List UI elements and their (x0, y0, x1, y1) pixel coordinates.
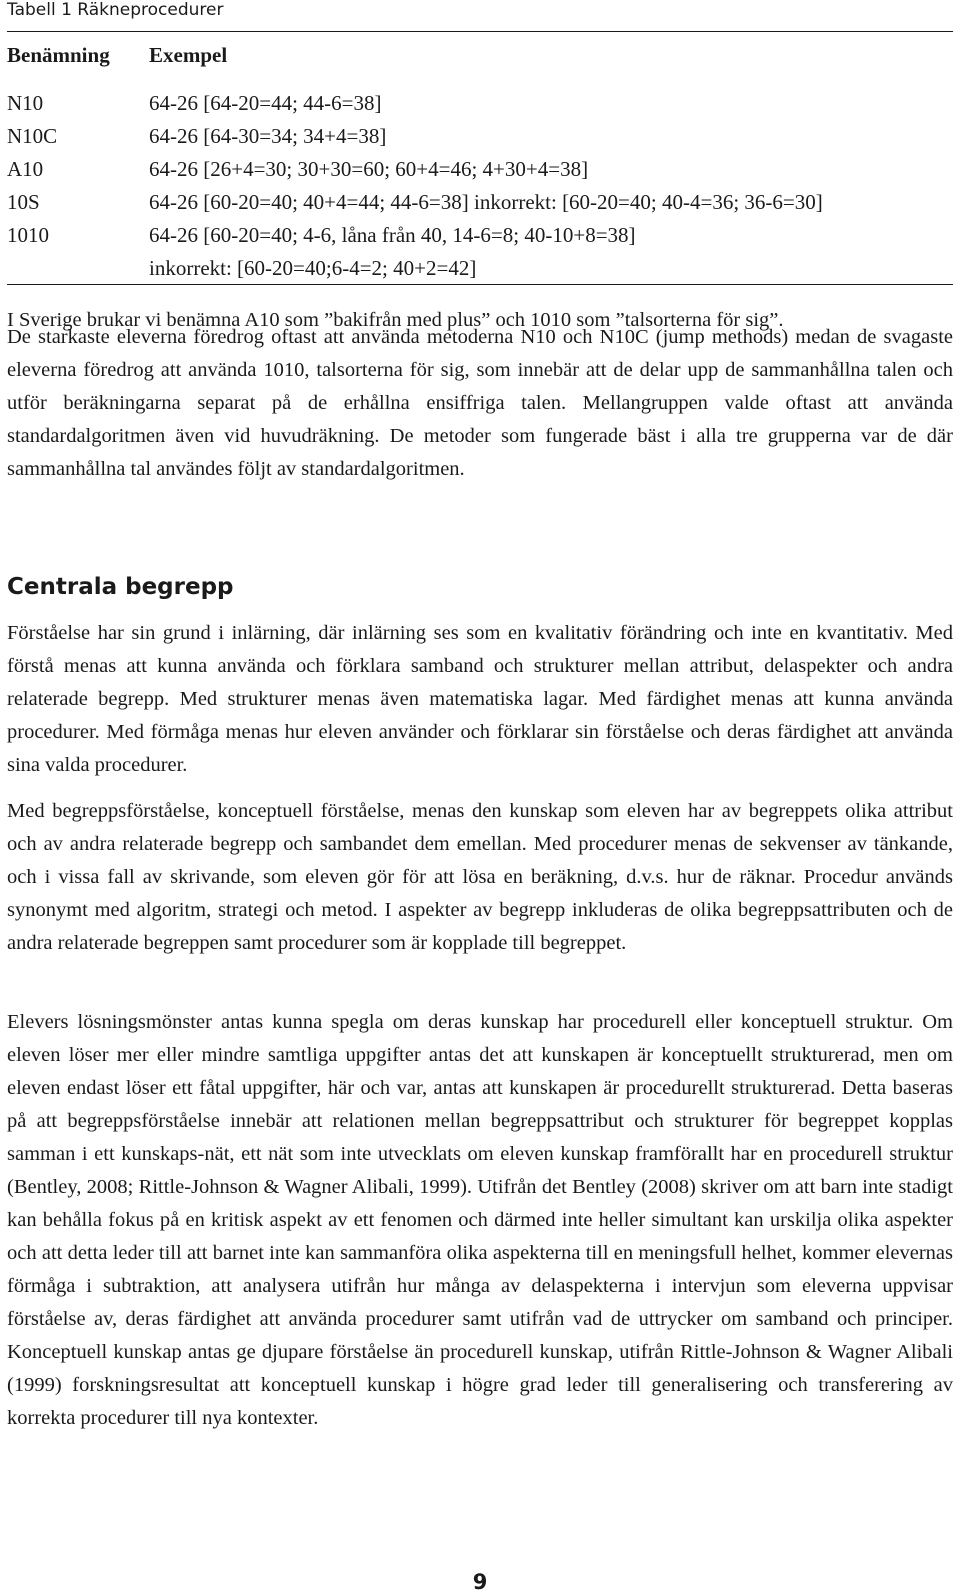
row-example: inkorrekt: [60-20=40;6-4=2; 40+2=42] (149, 256, 477, 280)
table-row (7, 219, 953, 252)
table-row (7, 120, 953, 153)
paragraph-solution-patterns: Elevers lösningsmönster antas kunna spegla om deras kunskap har procedurell eller konceptuell struktur. Om eleven löser mer eller mindre samtliga uppgifter antas det att kunskapen är konceptuellt strukturerad, men om eleven endast löser ett fåtal uppgifter, här och var, antas att kunskapen är procedurellt strukturerad. Detta baseras på att begreppsförståelse innebär att relationen mellan begreppsattribut och strukturer för begreppet kopplas samman i ett kunskaps-nät, ett nät som inte utvecklats om eleven kunskap framförallt har en procedurell struktur (Bentley, 2008; Rittle-Johnson & Wagner Alibali, 1999). Utifrån det Bentley (2008) skriver om att barn inte stadigt kan behålla fokus på en kritisk aspekt av ett fenomen och därmed inte heller simultant kan urskilja olika aspekter och att detta leder till att barnet inte kan sammanföra olika aspekterna till en meningsfull helhet, kommer elevernas förmåga i subtraktion, att analysera utifrån hur många av delaspekterna i intervjun som eleverna uppvisar förståelse av, deras färdighet att använda procedurer samt utifrån vad de uttrycker om samband och principer. Konceptuell kunskap antas ge djupare förståelse än procedurell kunskap, utifrån Rittle-Johnson & Wagner Alibali (1999) forskningsresultat att konceptuell kunskap i högre grad leder till generalisering och transferering av korrekta procedurer till nya kontexter. (7, 1011, 953, 1429)
paragraph-concepts: Med begreppsförståelse, konceptuell förståelse, menas den kunskap som eleven har av begreppets olika attribut och av andra relaterade begrepp och sambandet dem emellan. Med procedurer menas de sekvenser av tänkande, och i vissa fall av skrivande, som eleven gör för att lösa en beräkning, d.v.s. hur de räknar. Procedur används synonymt med algoritm, strategi och metod. I aspekter av begrepp inkluderas de olika begreppsattributen och de andra relaterade begreppen samt procedurer som är kopplade till begreppet. (7, 800, 953, 954)
row-example: 64-26 [60-20=40; 4-6, låna från 40, 14-6=8; 40-10+8=38] (149, 223, 636, 247)
row-name: 10S (7, 190, 40, 214)
row-name: A10 (7, 157, 44, 181)
page-number: 9 (472, 1570, 488, 1594)
table-row (7, 87, 953, 120)
row-name: N10 (7, 91, 44, 115)
header-name: Benämning (7, 43, 110, 67)
table-caption: Tabell 1 Räkneprocedurer (7, 0, 224, 20)
section-heading: Centrala begrepp (7, 574, 234, 600)
table-top-rule (7, 31, 953, 32)
table-header-row (7, 39, 953, 71)
row-name: N10C (7, 124, 58, 148)
table-row (7, 186, 953, 219)
header-example: Exempel (149, 43, 228, 67)
table-bottom-rule (7, 284, 953, 285)
row-example: 64-26 [26+4=30; 30+30=60; 60+4=46; 4+30+4=38] (149, 157, 589, 181)
table-row (7, 153, 953, 186)
row-example: 64-26 [64-20=44; 44-6=38] (149, 91, 382, 115)
row-name: 1010 (7, 223, 49, 247)
table-note: I Sverige brukar vi benämna A10 som ”bakifrån med plus” och 1010 som ”talsorterna för sig”. (7, 309, 784, 331)
paragraph-methods: De starkaste eleverna föredrog oftast att använda metoderna N10 och N10C (jump methods) medan de svagaste eleverna föredrog att använda 1010, talsorterna för sig, som innebär att de delar upp de sammanhållna talen och utför beräkningarna separat på de erhållna ensiffriga talen. Mellangruppen valde oftast att använda standardalgoritmen även vid huvudräkning. De metoder som fungerade bäst i alla tre grupperna var de där sammanhållna tal användes följt av standardalgoritmen. (7, 326, 953, 480)
row-example: 64-26 [64-30=34; 34+4=38] (149, 124, 387, 148)
row-example: 64-26 [60-20=40; 40+4=44; 44-6=38] inkorrekt: [60-20=40; 40-4=36; 36-6=30] (149, 190, 823, 214)
paragraph-understanding: Förståelse har sin grund i inlärning, där inlärning ses som en kvalitativ förändring och inte en kvantitativ. Med förstå menas att kunna använda och förklara samband och strukturer mellan attribut, delaspekter och andra relaterade begrepp. Med strukturer menas även matematiska lagar. Med färdighet menas att kunna använda procedurer. Med förmåga menas hur eleven använder och förklarar sin förståelse och deras färdighet att använda sina valda procedurer. (7, 622, 953, 776)
table-row (7, 252, 953, 285)
